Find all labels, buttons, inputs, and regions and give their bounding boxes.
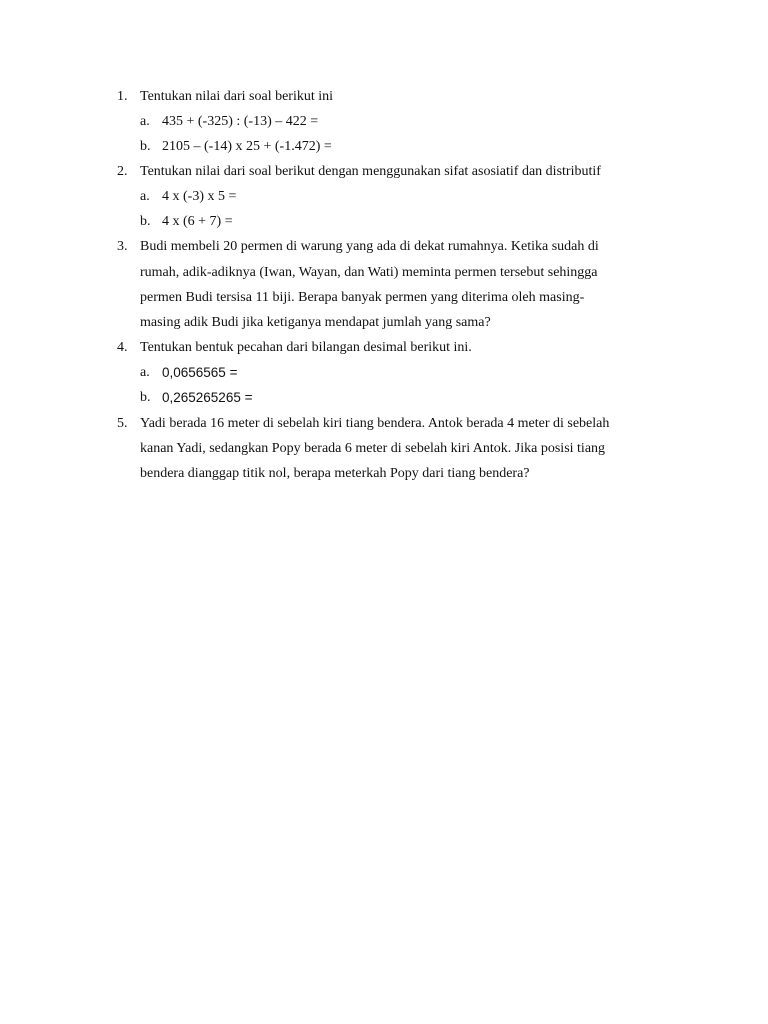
question-3-line-2: rumah, adik-adiknya (Iwan, Wayan, dan Wati) meminta permen tersebut sehingga xyxy=(140,265,598,280)
question-1b-text: 2105 – (-14) x 25 + (-1.472) = xyxy=(162,139,332,154)
question-2-number: 2. xyxy=(117,164,128,179)
question-2a-letter: a. xyxy=(140,189,150,204)
question-2-text: Tentukan nilai dari soal berikut dengan menggunakan sifat asosiatif dan distributif xyxy=(140,164,601,179)
question-4b-text: 0,265265265 = xyxy=(162,390,253,405)
question-1b-letter: b. xyxy=(140,139,151,154)
question-1-number: 1. xyxy=(117,89,128,104)
question-5-line-3: bendera dianggap titik nol, berapa meterkah Popy dari tiang bendera? xyxy=(140,466,530,481)
question-3-number: 3. xyxy=(117,239,128,254)
question-2a-text: 4 x (-3) x 5 = xyxy=(162,189,237,204)
question-4-number: 4. xyxy=(117,340,128,355)
question-4b-letter: b. xyxy=(140,390,151,405)
question-1-text: Tentukan nilai dari soal berikut ini xyxy=(140,89,334,104)
question-2b-text: 4 x (6 + 7) = xyxy=(162,214,233,229)
question-1a-text: 435 + (-325) : (-13) – 422 = xyxy=(162,114,319,129)
question-5-number: 5. xyxy=(117,416,128,431)
question-5-line-2: kanan Yadi, sedangkan Popy berada 6 meter di sebelah kiri Antok. Jika posisi tiang xyxy=(140,441,606,456)
question-1a-letter: a. xyxy=(140,114,150,129)
question-3-line-4: masing adik Budi jika ketiganya mendapat jumlah yang sama? xyxy=(140,315,491,330)
question-4-text: Tentukan bentuk pecahan dari bilangan desimal berikut ini. xyxy=(140,340,472,355)
question-3-line-3: permen Budi tersisa 11 biji. Berapa banyak permen yang diterima oleh masing- xyxy=(140,290,585,305)
question-4a-text: 0,0656565 = xyxy=(162,365,238,380)
question-2b-letter: b. xyxy=(140,214,151,229)
question-3-line-1: Budi membeli 20 permen di warung yang ada di dekat rumahnya. Ketika sudah di xyxy=(140,239,599,254)
question-5-line-1: Yadi berada 16 meter di sebelah kiri tiang bendera. Antok berada 4 meter di sebelah xyxy=(140,416,610,431)
question-4a-letter: a. xyxy=(140,365,150,380)
